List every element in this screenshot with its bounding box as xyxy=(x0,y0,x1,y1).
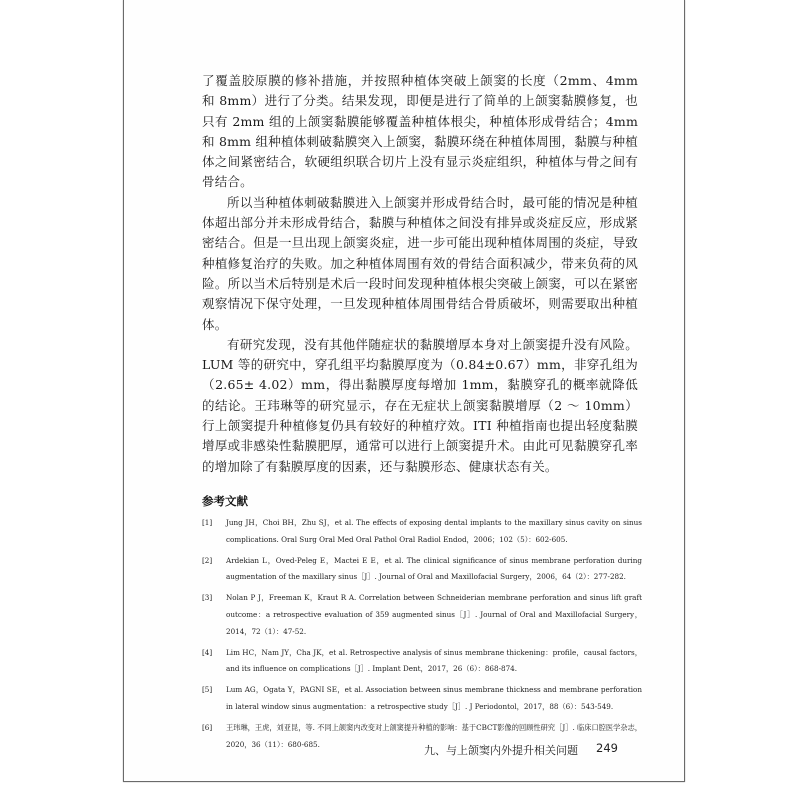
reference-number: [2] xyxy=(202,555,213,565)
reference-text: 王玮琳，王虎，刘亚昆，等. 不同上颌窦内改变对上颌窦提升种植的影响：基于CBCT影像的回顾性研究［J］. 临床口腔医学杂志，2020，36（11）：680-685. xyxy=(226,722,642,749)
paragraph-3: 有研究发现，没有其他伴随症状的黏膜增厚本身对上颌窦提升没有风险。LUM 等的研究中，穿孔组平均黏膜厚度为（0.84±0.67）mm，非穿孔组为（2.65± 4.02）mm，得出黏膜厚度每增加 1mm，黏膜穿孔的概率就降低的结论。王玮琳等的研究显示，存在无症状上颌窦黏膜增厚（2 ～ 10mm）行上颌窦提升种植修复仍具有较好的种植疗效。ITI 种植指南也提出轻度黏膜增厚或非感染性黏膜肥厚，通常可以进行上颌窦提升术。由此可见黏膜穿孔率的增加除了有黏膜厚度的因素，还与黏膜形态、健康状态有关。 xyxy=(202,336,638,474)
book-page xyxy=(123,0,685,782)
reference-text: Lim HC，Nam JY，Cha JK，et al. Retrospective analysis of sinus membrane thickening：profile，causal factors，and its influence on complications［J］. Implant Dent，2017，26（6）：868-874. xyxy=(226,647,642,674)
reference-text: Lum AG，Ogata Y，PAGNI SE，et al. Association between sinus membrane thickness and membrane perforation in lateral window sinus augmentation：a retrospective study［J］. J Periodontol，2017，88（6）：543-549. xyxy=(226,685,642,711)
reference-item xyxy=(202,682,642,716)
reference-text: Ardekian L，Oved-Peleg E，Mactei E E，et al. The clinical significance of sinus membrane perforation during augmentation of the maxillary sinus［J］. Journal of Oral and Maxillofacial Surgery，2006，64（2）：277-282. xyxy=(226,555,642,582)
reference-number: [3] xyxy=(202,593,213,603)
reference-item xyxy=(202,515,642,549)
reference-number: [5] xyxy=(202,685,213,695)
reference-item xyxy=(202,645,642,679)
reference-text: Jung JH，Choi BH，Zhu SJ，et al. The effects of exposing dental implants to the maxillary sinus cavity on sinus complications. Oral Surg Oral Med Oral Pathol Oral Radiol Endod，2006；102（5）：602-605. xyxy=(226,518,642,544)
paragraph-1: 了覆盖胶原膜的修补措施，并按照种植体突破上颌窦的长度（2mm、4mm 和 8mm）进行了分类。结果发现，即便是进行了简单的上颌窦黏膜修复，也只有 2mm 组的上颌窦黏膜能够覆盖种植体根尖，种植体形成骨结合；4mm 和 8mm 组种植体刺破黏膜突入上颌窦，黏膜环绕在种植体周围，黏膜与种植体之间紧密结合，软硬组织联合切片上没有显示炎症组织，种植体与骨之间有骨结合。 xyxy=(202,73,638,190)
body-text xyxy=(202,71,638,477)
running-footer-title: 九、与上颌窦内外提升相关问题 xyxy=(424,744,578,757)
page-number: 249 xyxy=(596,741,618,755)
references-heading: 参考文献 xyxy=(202,494,248,508)
references-list xyxy=(202,515,642,757)
reference-number: [6] xyxy=(202,722,213,732)
reference-item xyxy=(202,553,642,587)
paragraph-2: 所以当种植体刺破黏膜进入上颌窦并形成骨结合时，最可能的情况是种植体超出部分并未形成骨结合，黏膜与种植体之间没有排异或炎症反应，形成紧密结合。但是一旦出现上颌窦炎症，进一步可能出现种植体周围的炎症，导致种植修复治疗的失败。加之种植体周围有效的骨结合面积减少，带来负荷的风险。所以当术后特别是术后一段时间发现种植体根尖突破上颌窦，可以在紧密观察情况下保守处理，一旦发现种植体周围骨结合骨质破坏，则需要取出种植体。 xyxy=(202,194,638,332)
reference-item xyxy=(202,590,642,640)
reference-number: [4] xyxy=(202,647,213,657)
reference-number: [1] xyxy=(202,518,213,527)
reference-text: Nolan P J，Freeman K，Kraut R A. Correlation between Schneiderian membrane perforation and sinus lift graft outcome：a retrospective evaluation of 359 augmented sinus［J］. Journal of Oral and Maxillofacial Surgery，2014，72（1）：47-52. xyxy=(226,593,642,636)
